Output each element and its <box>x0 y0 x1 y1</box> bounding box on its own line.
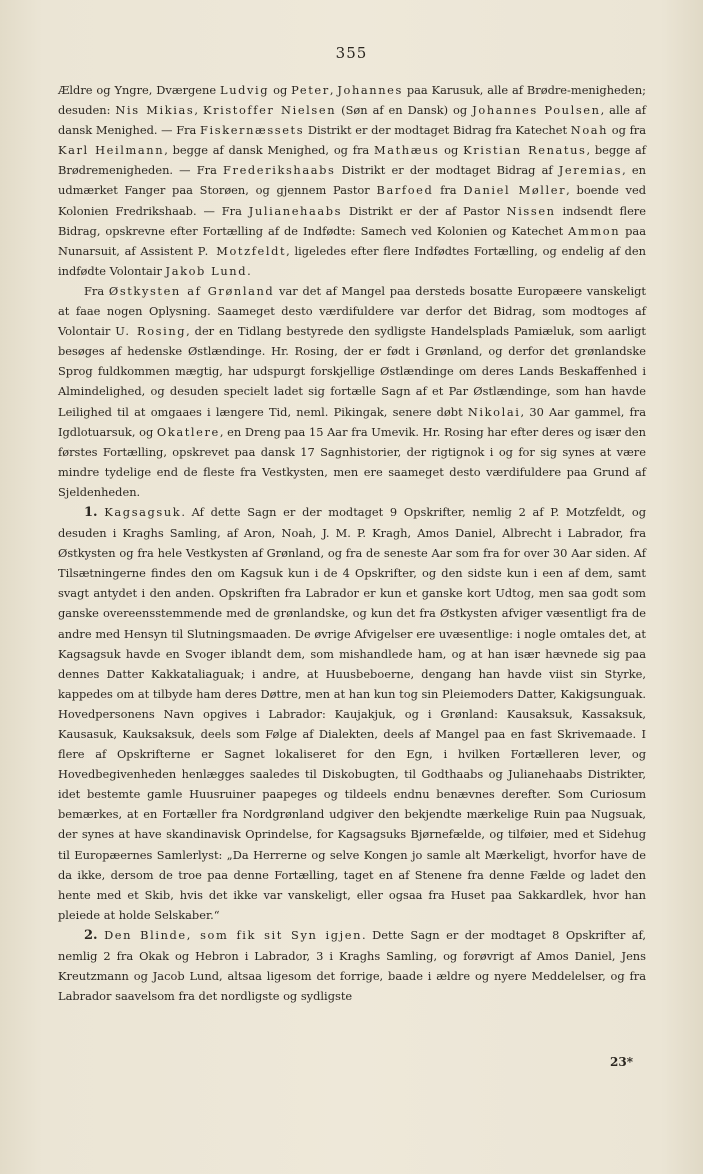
spaced-name: Karl Heilmann <box>58 143 165 158</box>
text-run: Ældre og Yngre, Dværgene <box>58 83 221 97</box>
section-number: 2. <box>84 927 98 943</box>
text-run: Distrikt er der modtaget Bidrag af <box>335 163 559 178</box>
text-run: . Af dette Sagn er der modtaget 9 Opskrifter, nemlig 2 af P. Motzfeldt, og desuden i Kraghs Samling, af Aron, Noah, J. M. P. Kragh, Amos Daniel, Albrecht i Labrador, fra Østkysten og fra hele Vestkysten af Grønland, og fra de seneste Aar som fra for over 30 Aar siden. Af Tilsætningerne findes den om Kagsuk kun i de 4 Opskrifter, og den sidste kun i een af dem, samt svagt antydet i den anden. Opskriften fra Labrador er kun et ganske kort Udtog, men saa godt som ganske overeensstemmende med de grønlandske, og kun det fra Østkysten afviger væsentligt fra de andre med Hensyn til Slutningsmaaden. De øvrige Afvigelser ere uvæsentlige: i nogle omtales det, at Kagsagsuk havde en Svoger iblandt dem, som mishandlede ham, og at han især hævnede sig paa dennes Datter Kakkataliaguak; i andre, at Huusbeboerne, dengang han havde viist sin Styrke, kappedes om at tilbyde ham deres Døttre, men at han kun tog sin Pleiemoders Datter, Kakigsunguak. Hovedpersonens Navn opgives i Labrador: Kaujakjuk, og i Grønland: Kausaksuk, Kassaksuk, Kausasuk, Kauksaksuk, deels som Følge af Dialekten, deels af Mangel paa en fast Skrivemaade. I flere af Opskrifterne er Sagnet lokaliseret for den Egn, i hvilken Fortælleren lever, og Hovedbegivenheden henlægges saaledes til Diskobugten, til Godthaabs og Julianehaabs Distrikter, idet bestemte gamle Huusruiner paapeges og tildeels endnu benævnes derefter. Som Curiosum bemærkes, at en Fortæller fra Nordgrønland udgiver den bekjendte mærkelige Ruin paa Nugsuak, der synes at have skandinavisk Oprindelse, for Kagsagsuks Bjørnefælde, og tilføier, med et Sidehug til Europæernes Samlerlyst: „Da Herrerne og selve Kongen jo samle alt Mærkeligt, hvorfor have de da ikke, dersom de troe paa denne Fortælling, taget en af Stenene fra denne Fælde og ladet den hente med et Skib, hvis det ikke var vanskeligt, eller ogsaa fra Huset paa Sakkardlek, hvor han pleiede at holde Selskaber.“ <box>58 504 646 922</box>
section-number: 1. <box>84 504 98 520</box>
text-run: . Dette Sagn er der modtaget 8 Opskrifter af, nemlig 2 fra Okak og Hebron i Labrador, 3 i Kraghs Samling, og forøvrigt af Amos Daniel, Jens Kreutzmann og Jacob Lund, altsaa ligesom det forrige, baade i ældre og nyere Meddelelser, og fra Labrador saavelsom fra det nordligste og sydligste <box>58 927 646 1004</box>
body-text <box>58 80 646 1006</box>
text-run: Distrikt er der modtaget Bidrag fra Katechet <box>304 123 571 138</box>
spaced-name: Jeremias <box>558 163 623 178</box>
paragraph-kagsagsuk <box>58 502 646 925</box>
spaced-name: Peter <box>291 83 330 97</box>
text-run: og fra <box>608 123 647 138</box>
text-run: indsendt flere Bidrag, opskrevne efter Fortælling af de Indfødte: Samech ved Kolonien og Katechet <box>58 203 646 238</box>
text-run: paa Nunarsuit, af Assistent <box>58 223 646 258</box>
spaced-name: Okatlere <box>156 424 220 439</box>
text-run: , en Dreng paa 15 Aar fra Umevik. Hr. Rosing har efter deres og især den førstes Fortælling, opskrevet paa dansk 17 Sagnhistorier, der rigtignok i og for sig synes at være mindre tydelige end de fleste fra Vestkysten, men ere saameget desto værdifuldere paa Grund af Sjeldenheden. <box>58 424 646 499</box>
spaced-name: Kristian Renatus <box>463 143 587 158</box>
spaced-name: Kagsagsuk <box>104 504 182 519</box>
text-run: , <box>329 83 338 97</box>
text-run: Fra <box>84 283 109 298</box>
spaced-name: Nissen <box>506 203 556 218</box>
spaced-name: Østkysten af Grønland <box>108 283 275 298</box>
spaced-name: Julianehaabs <box>248 203 343 218</box>
spaced-name: Den Blinde, som fik sit Syn igjen <box>104 927 363 942</box>
text-run: Distrikt er der af Pastor <box>342 203 507 218</box>
spaced-name: Noah <box>570 123 609 138</box>
text-run: , <box>194 103 203 118</box>
spaced-name: Fiskernæssets <box>200 123 305 138</box>
text-run: , boende ved Kolonien Fredrikshaab. — Fra <box>58 183 647 218</box>
text-run: fra <box>433 183 464 198</box>
spaced-name: Ludvig <box>220 83 270 97</box>
spaced-name: U. Rosing <box>115 324 187 339</box>
spaced-name: Mathæus <box>373 143 440 158</box>
spaced-name: Nis Mikias <box>115 103 195 118</box>
paragraph-blind-man <box>58 925 646 1006</box>
text-run: og <box>439 143 464 158</box>
text-run: . <box>247 263 251 278</box>
page-number: 355 <box>335 44 368 62</box>
spaced-name: Nikolai <box>467 404 521 419</box>
spaced-name: Frederikshaabs <box>223 163 336 178</box>
paragraph-contributors <box>58 80 646 281</box>
paragraph-east-coast <box>58 281 646 502</box>
spaced-name: Ammon <box>568 223 621 238</box>
text-run: , begge af Brødremenigheden. — Fra <box>58 143 646 178</box>
spaced-name: Barfoed <box>376 183 434 198</box>
text-run: , en udmærket Fanger paa Storøen, og gjennem Pastor <box>58 163 646 198</box>
text-run: , 30 Aar gammel, fra Igdlotuarsuk, og <box>58 404 647 439</box>
spaced-name: P. Motzfeldt <box>197 243 287 258</box>
text-run: (Søn af en Dansk) og <box>336 103 473 118</box>
signature-mark: 23* <box>610 1055 633 1069</box>
text-run: og <box>269 83 292 97</box>
text-run: var det af Mangel paa dersteds bosatte Europæere vanskeligt at faae nogen Oplysning. Saameget desto værdifuldere var derfor det Bidrag, som modtoges af Volontair <box>58 283 647 339</box>
text-run: paa Karusuk, alle af Brødre-menigheden; desuden: <box>58 83 646 118</box>
text-run: , alle af dansk Menighed. — Fra <box>58 103 646 138</box>
spaced-name: Daniel Møller <box>463 183 567 198</box>
text-run: , begge af dansk Menighed, og fra <box>164 143 374 158</box>
text-run: , ligeledes efter flere Indfødtes Fortælling, og endelig af den indfødte Volontair <box>58 243 646 278</box>
spaced-name: Kristoffer Nielsen <box>202 103 337 118</box>
spaced-name: Johannes Poulsen <box>472 103 601 118</box>
spaced-name: Johannes <box>337 83 403 97</box>
text-run: , der en Tidlang bestyrede den sydligste Handelsplads Pamiæluk, som aarligt besøges af hedenske Østlændinge. Hr. Rosing, der er født i Grønland, og derfor det grønlandske Sprog fuldkommen mægtig, har udspurgt forskjellige Østlændinge om deres Lands Beskaffenhed i Almindelighed, og desuden specielt ladet sig fortælle Sagn af et Par Østlændinge, som han havde Leilighed til at omgaaes i længere Tid, neml. Pikingak, senere døbt <box>58 324 646 419</box>
spaced-name: Jakob Lund <box>165 263 248 278</box>
